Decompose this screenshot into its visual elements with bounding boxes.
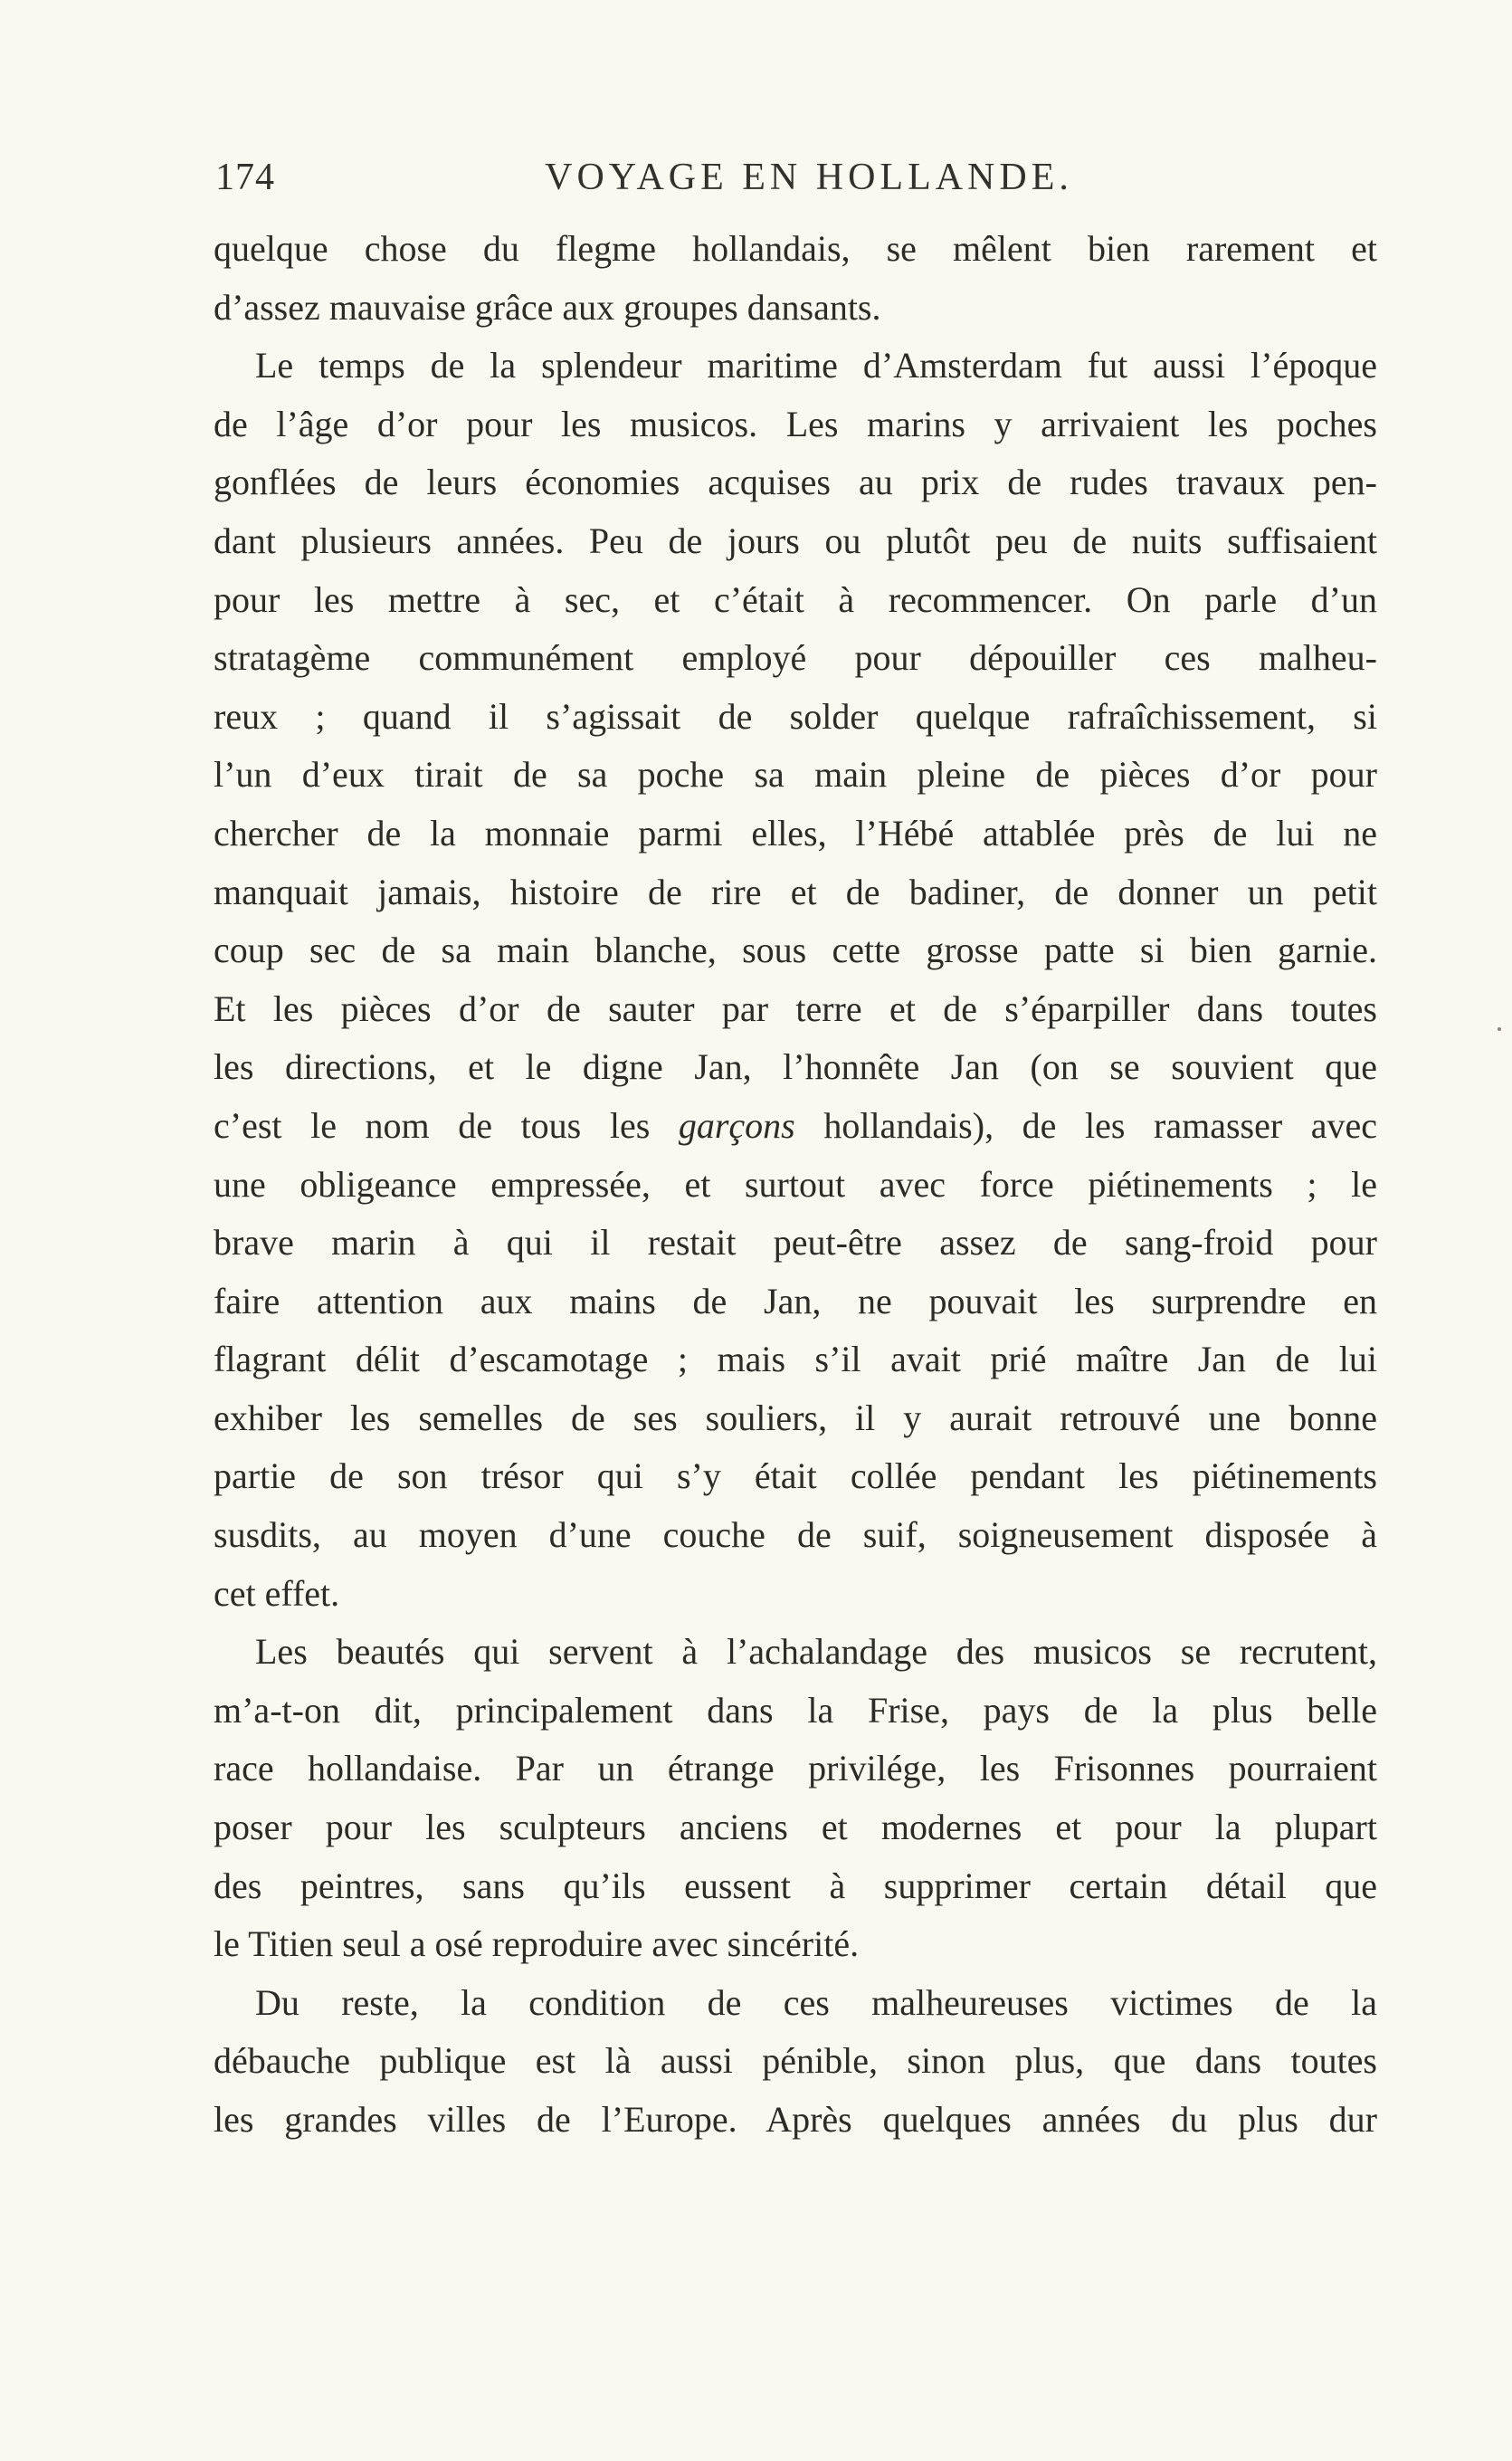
text-line: Le temps de la splendeur maritime d’Amsterdam fut aussi l’époque — [255, 345, 1377, 386]
text-line: cet effet. — [214, 1572, 340, 1614]
text-line: m’a-t-on dit, principalement dans la Frise, pays de la plus belle — [214, 1689, 1377, 1731]
text-line: l’un d’eux tirait de sa poche sa main pleine de pièces d’or pour — [214, 754, 1377, 796]
text-line: débauche publique est là aussi pénible, sinon plus, que dans toutes — [214, 2040, 1377, 2082]
text-line: de l’âge d’or pour les musicos. Les marins y arrivaient les poches — [214, 403, 1377, 444]
text-line: Et les pièces d’or de sauter par terre et de s’éparpiller dans toutes — [214, 987, 1377, 1029]
paper-speck — [1498, 1027, 1501, 1031]
text-line: pour les mettre à sec, et c’était à recommencer. On parle d’un — [214, 578, 1377, 620]
text-line: les grandes villes de l’Europe. Après quelques années du plus dur — [214, 2099, 1377, 2140]
text-line: brave marin à qui il restait peut-être assez de sang-froid pour — [214, 1222, 1377, 1264]
page-number: 174 — [215, 157, 275, 198]
body-text — [214, 220, 1377, 2150]
text-line: faire attention aux mains de Jan, ne pouvait les surprendre en — [214, 1280, 1377, 1321]
text-line: partie de son trésor qui s’y était collée pendant les piétinements — [214, 1455, 1377, 1497]
text-line: Du reste, la condition de ces malheureuses victimes de la — [255, 1981, 1377, 2023]
text-line: quelque chose du flegme hollandais, se mêlent bien rarement et — [214, 228, 1377, 269]
text-line: stratagème communément employé pour dépouiller ces malheu- — [214, 637, 1377, 679]
text-line: les directions, et le digne Jan, l’honnête Jan (on se souvient que — [214, 1046, 1377, 1088]
text-line: reux ; quand il s’agissait de solder quelque rafraîchissement, si — [214, 695, 1377, 737]
text-line: le Titien seul a osé reproduire avec sincérité. — [214, 1923, 860, 1965]
text-line: poser pour les sculpteurs anciens et modernes et pour la plupart — [214, 1807, 1377, 1848]
text-line: exhiber les semelles de ses souliers, il y aurait retrouvé une bonne — [214, 1397, 1377, 1438]
text-line: susdits, au moyen d’une couche de suif, soigneusement disposée à — [214, 1514, 1377, 1556]
text-line: race hollandaise. Par un étrange privilége, les Frisonnes pourraient — [214, 1748, 1377, 1789]
page-header — [215, 156, 1375, 210]
text-line: dant plusieurs années. Peu de jours ou plutôt peu de nuits suffisaient — [214, 520, 1377, 561]
text-line — [214, 1097, 1377, 1156]
text-line: une obligeance empressée, et surtout avec force piétinements ; le — [214, 1163, 1377, 1205]
text-line: d’assez mauvaise grâce aux groupes dansants. — [214, 286, 881, 328]
text-segment: hollandais), de les ramasser avec — [794, 1104, 1377, 1146]
text-line: flagrant délit d’escamotage ; mais s’il avait prié maître Jan de lui — [214, 1339, 1377, 1380]
text-segment: c’est le nom de tous les — [214, 1104, 679, 1146]
text-line: manquait jamais, histoire de rire et de badiner, de donner un petit — [214, 871, 1377, 912]
text-line: des peintres, sans qu’ils eussent à supprimer certain détail que — [214, 1865, 1377, 1906]
text-line: chercher de la monnaie parmi elles, l’Hébé attablée près de lui ne — [214, 812, 1377, 854]
text-line: coup sec de sa main blanche, sous cette grosse patte si bien garnie. — [214, 930, 1377, 971]
text-line: gonflées de leurs économies acquises au prix de rudes travaux pen- — [214, 462, 1377, 503]
running-title: VOYAGE EN HOLLANDE. — [545, 157, 1073, 198]
italic-word: garçons — [678, 1104, 795, 1146]
text-line: Les beautés qui servent à l’achalandage des musicos se recrutent, — [255, 1631, 1377, 1673]
